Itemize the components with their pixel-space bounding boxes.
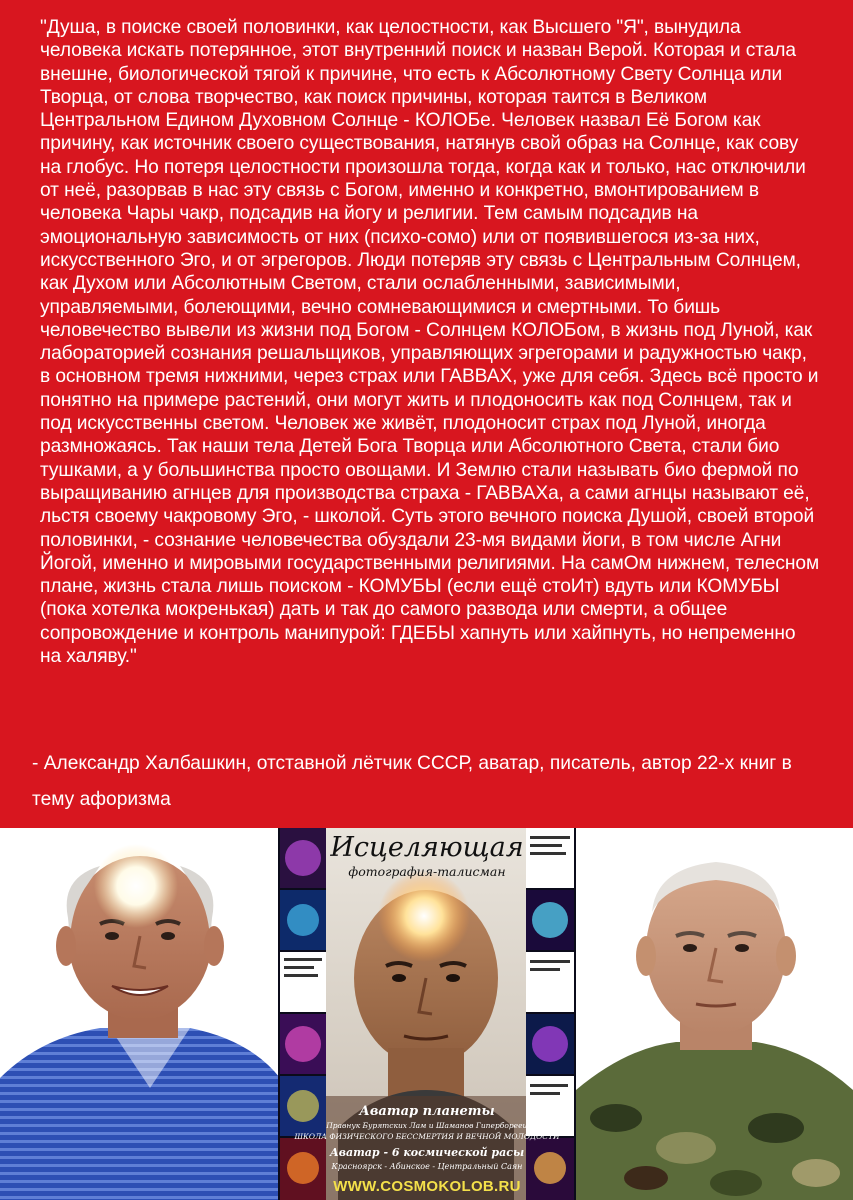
quote-text: "Душа, в поиске своей половинки, как целостности, как Высшего "Я", вынудила человека искать потерянное, этот внутренний поиск и назван Верой. Которая и стала внешне, биологической тягой к причине, что есть к Абсолютному Свету Солнца или Творца, от слова творчество, как поиск причины, которая таится в Великом Центральном Едином Духовном Солнце - КОЛОБе. Человек назвал Её Богом как причину, как источник своего существования, натянув свой образ на Солнце, как сову на глобус. Но потеря целостности произошла тогда, когда как и только, нас отключили от неё, разорвав в нас эту связь с Богом, именно и конкретно, вмонтированием в человека Чары чакр, подсадив на йогу и религии. Тем самым подсадив на эмоциональную зависимость от них (психо-сомо) или от появившегося из-за них, искусственного Эго, и от эгрегоров. Люди потеряв эту связь с Центральным Солнцем, как Духом или Абсолютным Светом, стали ослабленными, зависимыми, управляемыми, болеющими, вечно сомневающимися и смертными. То бишь человечество вывели из жизни под Богом - Солнцем КОЛОБом, в жизнь под Луной, как лабораторией сознания решальщиков, управляющих эгрегорами и радужностью чакр, в основном тремя нижними, через страх или ГАВВАХ, уже для себя. Здесь всё просто и понятно на примере растений, они могут жить и плодоносить как под Солнцем, так и под искусственны светом. Человек же живёт, плодоносит страх под Луной, иногда размножаясь. Так наши тела Детей Бога Творца или Абсолютного Света, стали био тушками, а у большинства просто овощами. И Землю стали называть био фермой по выращиванию агнцев для производства страха - ГАВВАХа, а сами агнцы называют её, льстя своему чакровому Эго, - школой. Суть этого вечного поиска Душой, своей второй половинки, - сознание человечества обуздали 23-мя видами йоги, в том числе Агни Йогой, именно и мировыми государственными религиями. На самОм нижнем, телесном плане, жизнь стала лишь поиском - КОМУБЫ (если ещё стоИт) вдуть или КОМУБЫ (пока хотелка мокренькая) дать и так до самого развода или смерти, а общее сопровождение и контроль манипурой: ГДЕБЫ хапнуть или хайпнуть, но непременно на халяву." [40,17,820,668]
poster-line-4: Красноярск - Абинское - Центральный Саян [331,1162,523,1171]
poster-avatar-title: Аватар планеты [359,1104,495,1119]
portrait-right [576,828,853,1200]
poster-line-2: ШКОЛА ФИЗИЧЕСКОГО БЕССМЕРТИЯ И ВЕЧНОЙ МОЛОДОСТИ [294,1132,560,1141]
portrait-left [0,828,280,1200]
poster-background [278,828,576,1200]
talisman-poster [278,828,576,1200]
poster-title: Исцеляющая [330,832,524,863]
photo-strip [0,828,853,1200]
poster-subtitle: фотография-талисман [348,864,506,879]
portrait-right-image [576,828,853,1200]
portrait-left-image [0,828,280,1200]
quote-attribution: - Александр Халбашкин, отставной лётчик СССР, аватар, писатель, автор 22-х книг в тему афоризма [32,753,792,810]
poster-line-1: Правнук Бурятских Лам и Шаманов Гипербореец [326,1121,528,1130]
poster-website: WWW.COSMOKOLOB.RU [333,1178,521,1195]
poster-line-3: Аватар - 6 космической расы [329,1146,525,1159]
